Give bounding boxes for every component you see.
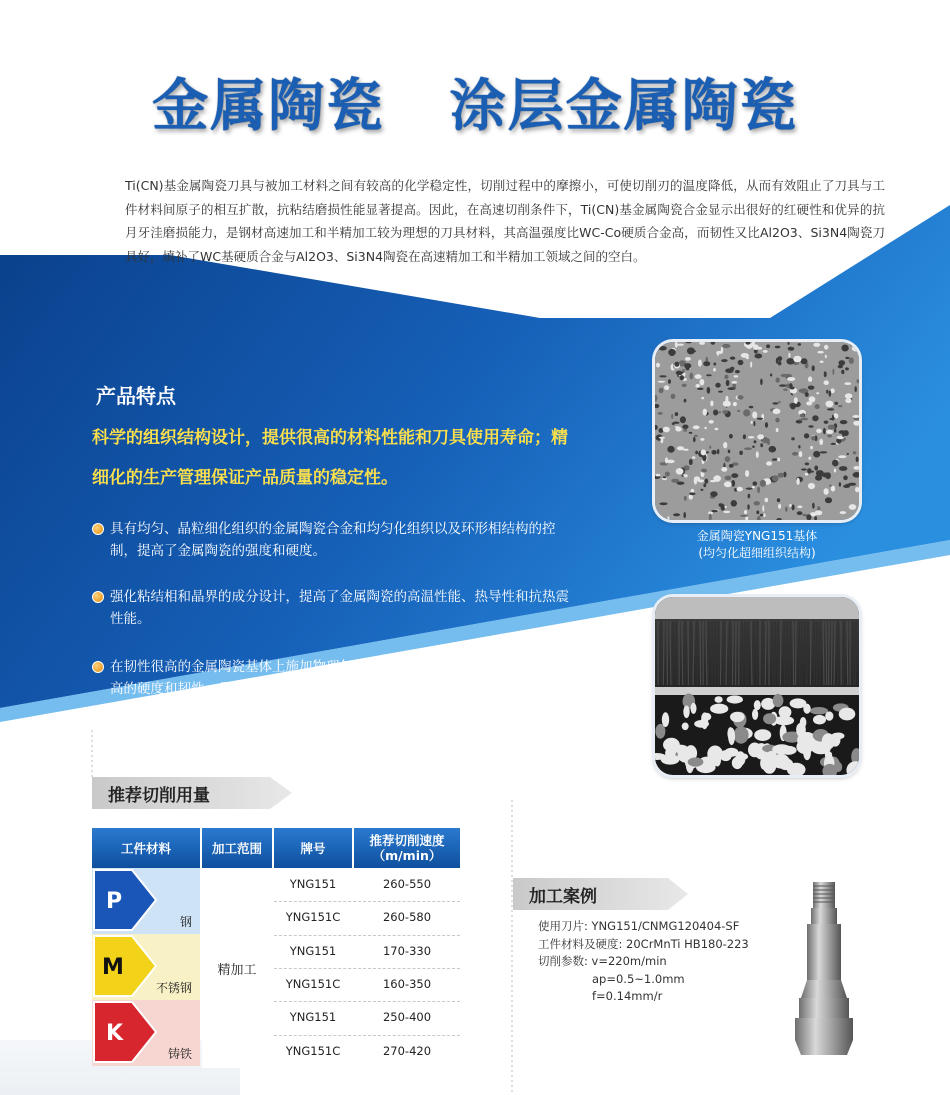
- table-cell-speed: 170-330: [382, 943, 432, 958]
- table-header: [92, 828, 460, 868]
- page-title: [0, 62, 950, 142]
- k-arrow-icon: [92, 1000, 162, 1064]
- process-range: 精加工: [202, 868, 272, 1068]
- header-speed: [354, 828, 460, 868]
- row-divider: [274, 935, 460, 936]
- feature-bullet: [92, 518, 572, 562]
- table-cell-grade: YNG151: [289, 1010, 337, 1025]
- bullet-icon: [92, 523, 104, 535]
- svg-text:M: M: [102, 955, 124, 980]
- header-speed-unit: （m/min）: [372, 848, 442, 863]
- feature-bullet: [92, 656, 572, 700]
- p-arrow-icon: [92, 868, 162, 932]
- svg-text:K: K: [106, 1021, 124, 1046]
- bullet-icon: [92, 661, 104, 673]
- row-divider: [274, 1001, 460, 1002]
- title-cermet: 金属陶瓷: [152, 74, 385, 139]
- table-cell-speed: 260-550: [382, 877, 432, 891]
- cutting-banner-label: 推荐切削用量: [108, 786, 210, 806]
- case-feed: f=0.14mm/r: [592, 989, 663, 1003]
- material-name: 钢: [179, 915, 192, 929]
- header-material: 工件材料: [92, 828, 200, 868]
- material-group-k: [92, 1000, 200, 1066]
- feature-bullet: [92, 586, 572, 630]
- header-grade: 牌号: [274, 828, 352, 868]
- table-cell-speed: 160-350: [382, 976, 432, 991]
- bullet-text: 具有均匀、晶粒细化组织的金属陶瓷合金和均匀化组织以及环形相结构的控制，提高了金属陶瓷的强度和硬度。: [110, 521, 556, 559]
- table-cell-grade: YNG151: [289, 877, 337, 891]
- header-speed-label: 推荐切削速度: [369, 833, 445, 848]
- case-insert: 使用刀片: YNG151/CNMG120404-SF: [538, 919, 740, 933]
- micrograph-substrate: [655, 342, 859, 520]
- bullet-text: 强化粘结相和晶界的成分设计，提高了金属陶瓷的高温性能、热导性和抗热震性能。: [110, 589, 569, 627]
- case-depth: ap=0.5~1.0mm: [592, 971, 685, 986]
- micrograph-substrate-image: [655, 342, 859, 520]
- case-banner-label: 加工案例: [529, 887, 597, 907]
- machined-part-image: [785, 880, 865, 1080]
- caption-line: (均匀化超细组织结构): [698, 546, 816, 560]
- material-name: 不锈钢: [155, 981, 192, 995]
- micrograph-coating-caption: 金属陶瓷PVD涂层组织结构: [684, 784, 830, 798]
- features-title: 产品特点: [96, 384, 176, 408]
- table-cell-speed: 270-420: [382, 1043, 432, 1058]
- svg-text:P: P: [106, 889, 123, 914]
- features-subtitle: 科学的组织结构设计，提供很高的材料性能和刀具使用寿命；精细化的生产管理保证产品质量的稳定性。: [92, 428, 568, 488]
- intro-paragraph: Ti(CN)基金属陶瓷刀具与被加工材料之间有较高的化学稳定性，切削过程中的摩擦小，可使切削刃的温度降低，从而有效阻止了刀具与工件材料间原子的相互扩散，抗粘结磨损性能显著提高。因此，在高速切削条件下，Ti(CN)基金属陶瓷合金显示出很好的红硬性和优异的抗月牙洼磨损能力，是钢材高速加工和半精加工较为理想的刀具材料，其高温强度比WC-Co硬质合金高，而韧性又比Al2O3、Si3N4陶瓷刀具好，填补了WC基硬质合金与Al2O3、Si3N4陶瓷在高速精加工和半精加工领域之间的空白。: [125, 178, 885, 264]
- table-cell-speed: 260-580: [382, 910, 432, 925]
- features-bullets: [92, 518, 572, 720]
- material-name: 铸铁: [167, 1047, 192, 1061]
- table-cell-grade: YNG151: [289, 943, 337, 958]
- cutting-banner: [92, 777, 292, 809]
- material-group-p: [92, 868, 200, 934]
- table-cell-grade: YNG151C: [285, 1043, 341, 1058]
- row-divider: [274, 901, 460, 902]
- material-group-m: [92, 934, 200, 1000]
- case-banner: [513, 878, 688, 910]
- micrograph-coating-image: [655, 597, 859, 775]
- title-coated-cermet: 涂层金属陶瓷: [449, 74, 798, 139]
- bullet-text: 在韧性很高的金属陶瓷基体上施加物理气相沉积（PVD）涂层；该牌号具有很高的硬度和韧性，具有很宽的应用范围。: [110, 659, 570, 697]
- caption-line: 金属陶瓷YNG151基体: [696, 529, 818, 543]
- m-arrow-icon: [92, 934, 162, 998]
- table-cell-grade: YNG151C: [285, 910, 341, 925]
- table-cell-grade: YNG151C: [285, 976, 341, 991]
- row-divider: [274, 1035, 460, 1036]
- micrograph-substrate-caption: [655, 528, 859, 562]
- row-divider: [274, 968, 460, 969]
- bullet-icon: [92, 591, 104, 603]
- table-cell-speed: 250-400: [382, 1010, 432, 1025]
- case-details: [538, 918, 749, 1006]
- header-process: 加工范围: [202, 828, 272, 868]
- cutting-table: [92, 828, 460, 1068]
- micrograph-coating: [655, 597, 859, 775]
- case-speed: 切削参数: v=220m/min: [538, 954, 667, 968]
- case-material: 工件材料及硬度: 20CrMnTi HB180-223: [538, 936, 749, 951]
